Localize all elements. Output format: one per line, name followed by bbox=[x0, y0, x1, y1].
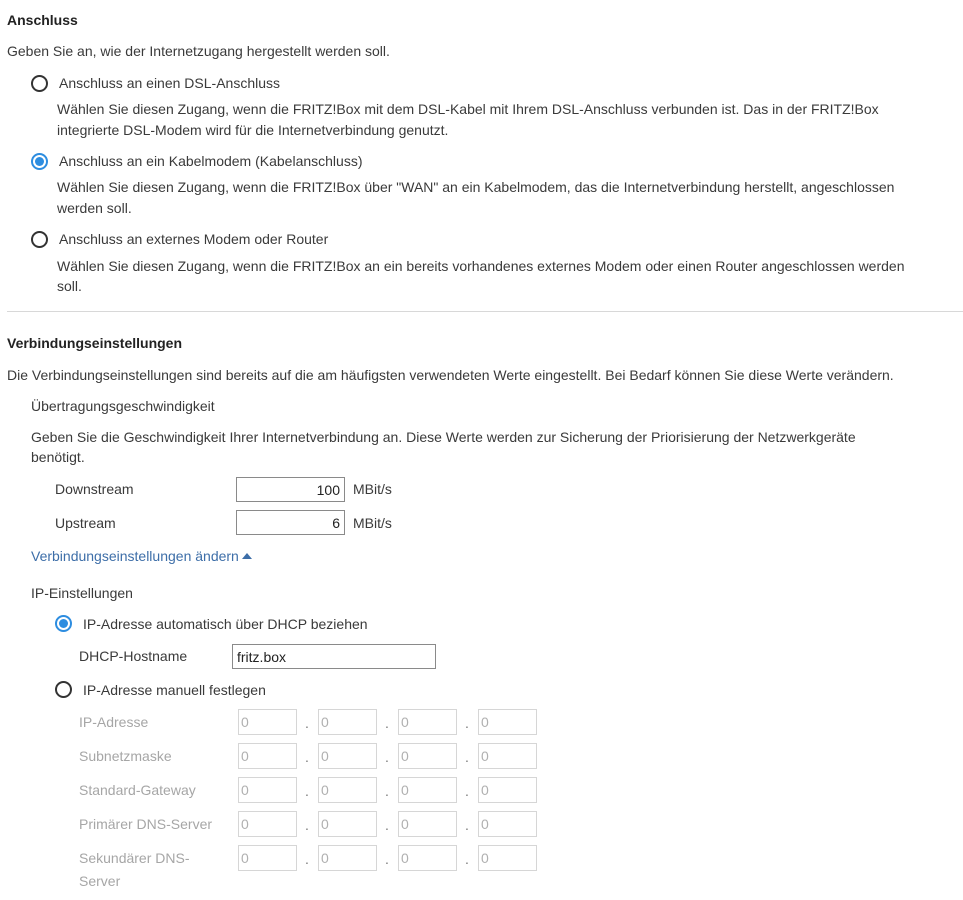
ip-octet-input[interactable] bbox=[318, 709, 377, 735]
ip-octet-input[interactable] bbox=[398, 811, 457, 837]
option-desc-dsl-line1: Wählen Sie diesen Zugang, wenn die FRITZ!Box mit dem DSL-Kabel mit Ihrem DSL-Anschluss verbunden ist. Das in der FRITZ!Box bbox=[57, 101, 879, 117]
ip-row-label: Sekundärer DNS- bbox=[79, 850, 190, 866]
downstream-input[interactable] bbox=[236, 477, 345, 502]
ip-row-label: Standard-Gateway bbox=[79, 782, 196, 798]
radio-dhcp[interactable] bbox=[55, 615, 72, 632]
ip-octet-input[interactable] bbox=[398, 845, 457, 871]
option-desc-external-line1: Wählen Sie diesen Zugang, wenn die FRITZ!Box an ein bereits vorhandenes externes Modem oder einen Router angeschlossen werden bbox=[57, 258, 905, 274]
upstream-label: Upstream bbox=[55, 515, 116, 531]
ip-octet-separator: . bbox=[465, 783, 469, 799]
ip-octet-input[interactable] bbox=[478, 709, 537, 735]
option-label-kabelmodem[interactable]: Anschluss an ein Kabelmodem (Kabelanschluss) bbox=[59, 153, 363, 169]
ip-octet-input[interactable] bbox=[478, 845, 537, 871]
speed-desc-line2: benötigt. bbox=[31, 449, 85, 465]
hostname-label: DHCP-Hostname bbox=[79, 648, 188, 664]
upstream-unit: MBit/s bbox=[353, 515, 392, 531]
ip-octet-input[interactable] bbox=[318, 743, 377, 769]
ip-octet-input[interactable] bbox=[238, 709, 297, 735]
speed-title: Übertragungsgeschwindigkeit bbox=[31, 398, 215, 414]
ip-octet-input[interactable] bbox=[318, 845, 377, 871]
downstream-unit: MBit/s bbox=[353, 481, 392, 497]
speed-desc-line1: Geben Sie die Geschwindigkeit Ihrer Internetverbindung an. Diese Werte werden zur Sicherung der Priorisierung der Netzwerkgeräte bbox=[31, 429, 856, 445]
ip-octet-separator: . bbox=[385, 749, 389, 765]
ip-octet-input[interactable] bbox=[318, 811, 377, 837]
ip-octet-input[interactable] bbox=[398, 709, 457, 735]
ip-octet-input[interactable] bbox=[318, 777, 377, 803]
dhcp-label[interactable]: IP-Adresse automatisch über DHCP beziehen bbox=[83, 616, 368, 632]
ip-octet-separator: . bbox=[465, 851, 469, 867]
ip-octet-input[interactable] bbox=[478, 811, 537, 837]
ip-octet-input[interactable] bbox=[478, 743, 537, 769]
ip-octet-separator: . bbox=[385, 715, 389, 731]
option-desc-kabel-line2: werden soll. bbox=[57, 200, 132, 216]
ip-octet-separator: . bbox=[385, 851, 389, 867]
anschluss-intro: Geben Sie an, wie der Internetzugang hergestellt werden soll. bbox=[7, 43, 390, 59]
ip-octet-separator: . bbox=[305, 817, 309, 833]
option-desc-dsl-line2: integrierte DSL-Modem wird für die Internetverbindung genutzt. bbox=[57, 122, 449, 138]
downstream-label: Downstream bbox=[55, 481, 134, 497]
ip-octet-input[interactable] bbox=[238, 845, 297, 871]
radio-dsl[interactable] bbox=[31, 75, 48, 92]
option-label-dsl[interactable]: Anschluss an einen DSL-Anschluss bbox=[59, 75, 281, 91]
manual-ip-label[interactable]: IP-Adresse manuell festlegen bbox=[83, 682, 266, 698]
ip-octet-input[interactable] bbox=[398, 743, 457, 769]
ip-octet-separator: . bbox=[305, 715, 309, 731]
option-label-external-modem[interactable]: Anschluss an externes Modem oder Router bbox=[59, 231, 329, 247]
upstream-input[interactable] bbox=[236, 510, 345, 535]
ip-octet-separator: . bbox=[465, 749, 469, 765]
radio-manual-ip[interactable] bbox=[55, 681, 72, 698]
ip-row-label: IP-Adresse bbox=[79, 714, 149, 730]
change-settings-link[interactable] bbox=[31, 548, 252, 564]
ip-row-label: Primärer DNS-Server bbox=[79, 816, 213, 832]
ip-octet-input[interactable] bbox=[398, 777, 457, 803]
ip-octet-separator: . bbox=[305, 749, 309, 765]
radio-kabelmodem[interactable] bbox=[31, 153, 48, 170]
section-heading-anschluss: Anschluss bbox=[7, 12, 78, 28]
ip-octet-separator: . bbox=[385, 783, 389, 799]
ip-octet-input[interactable] bbox=[238, 811, 297, 837]
option-desc-kabel-line1: Wählen Sie diesen Zugang, wenn die FRITZ!Box über "WAN" an ein Kabelmodem, das die Internetverbindung herstellt, angeschlossen bbox=[57, 179, 895, 195]
ip-octet-input[interactable] bbox=[238, 777, 297, 803]
ip-octet-separator: . bbox=[305, 851, 309, 867]
ip-settings-title: IP-Einstellungen bbox=[31, 585, 133, 601]
ip-octet-input[interactable] bbox=[238, 743, 297, 769]
ip-octet-separator: . bbox=[385, 817, 389, 833]
radio-external-modem[interactable] bbox=[31, 231, 48, 248]
ip-row-label: Subnetzmaske bbox=[79, 748, 172, 764]
caret-up-icon bbox=[242, 553, 252, 559]
change-settings-link-text: Verbindungseinstellungen ändern bbox=[31, 548, 239, 564]
section-heading-verbindung: Verbindungseinstellungen bbox=[7, 335, 183, 351]
ip-octet-separator: . bbox=[305, 783, 309, 799]
hostname-input[interactable] bbox=[232, 644, 436, 669]
section-divider bbox=[7, 311, 963, 312]
ip-octet-input[interactable] bbox=[478, 777, 537, 803]
option-desc-external-line2: soll. bbox=[57, 278, 82, 294]
ip-octet-separator: . bbox=[465, 715, 469, 731]
ip-row-label-continued: Server bbox=[79, 873, 121, 889]
verbindung-intro: Die Verbindungseinstellungen sind bereits auf die am häufigsten verwendeten Werte eingestellt. Bei Bedarf können Sie diese Werte verändern. bbox=[7, 367, 894, 383]
ip-octet-separator: . bbox=[465, 817, 469, 833]
